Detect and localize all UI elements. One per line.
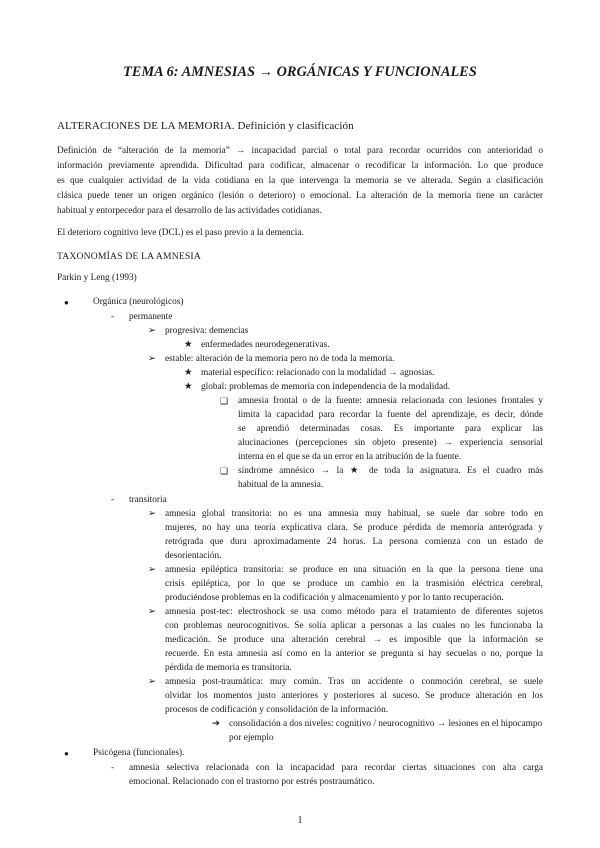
arrow-bullet-icon: ➢ — [148, 607, 156, 617]
global-item: global: problemas de memoria con independencia de la modalidad. — [201, 382, 451, 392]
star-bullet-icon: ★ — [184, 368, 193, 378]
definition-line: información previamente aprendida. Dificultad para codificar, almacenar o recodificar la información. Lo que produce — [57, 161, 543, 171]
star-bullet-icon: ★ — [184, 340, 193, 350]
definition-line: es que cualquier actividad de la vida cotidiana en la que intervenga la memoria se ve alterada. Según a clasificación — [57, 176, 543, 186]
checkbox-square-icon: ❑ — [220, 396, 229, 406]
definition-line: clásica puede tener un origen orgánico (lesión o deterioro) o emocional. La alteración de la memoria tiene un carácter — [57, 191, 543, 201]
reference-citation: Parkin y Leng (1993) — [57, 273, 137, 283]
consolidacion-line: por ejemplo — [229, 733, 274, 743]
arrow-bullet-icon: ➢ — [148, 354, 156, 364]
material-especifico-item: material específico: relacionado con la modalidad → agnosias. — [201, 368, 435, 378]
amnesia-frontal-line: alucinaciones (percepciones sin objeto presente) → experiencia sensorial — [238, 438, 543, 448]
amnesia-frontal-line: interna en el que se da un error en la atribución de la fuente. — [238, 452, 462, 462]
dash-icon: - — [111, 495, 115, 505]
amnesia-selectiva-line: emocional. Relacionado con el trastorno por estrés postraumático. — [129, 777, 375, 787]
bullet-dot-icon: ● — [64, 298, 69, 307]
epileptica-line: amnesia epiléptica transitoria: se produce en una situación en la que la persona tiene una — [165, 565, 543, 575]
amnesia-frontal-line: amnesia frontal o de la fuente: amnesia relacionada con lesiones frontales y — [238, 396, 543, 406]
small-arrow-icon: ➔ — [212, 719, 220, 729]
amnesia-frontal-line: limita la capacidad para recordar la fuente del aprendizaje, es decir, dónde — [238, 410, 543, 420]
global-transitoria-line: amnesia global transitoria: no es una amnesia muy habitual, se suele dar sobre todo en — [165, 509, 543, 519]
taxonomy-heading: TAXONOMÍAS DE LA AMNESIA — [57, 251, 201, 262]
definition-line: habitual y entorpecedor para el desarrollo de las actividades cotidianas. — [57, 206, 322, 216]
arrow-bullet-icon: ➢ — [148, 326, 156, 336]
epileptica-line: crisis epiléptica, por lo que se produce un cambio en la trasmisión eléctrica cerebral, — [165, 579, 543, 589]
posttec-line: con problemas neurocognitivos. Se solía aplicar a personas a las cuales no les funcionaba la — [165, 621, 543, 631]
psicogena-label: Psicógena (funcionales). — [93, 748, 185, 758]
posttec-line: pérdida de memoria es transitoria. — [165, 663, 292, 673]
estable-item: estable: alteración de la memoria pero no de toda la memoria. — [165, 354, 395, 364]
star-bullet-icon: ★ — [184, 382, 193, 392]
dash-icon: - — [111, 312, 115, 322]
document-title: TEMA 6: AMNESIAS → ORGÁNICAS Y FUNCIONALES — [123, 64, 477, 80]
sindrome-amnesico-line: habitual de la amnesia. — [238, 480, 324, 490]
transitoria-label: transitoria — [129, 495, 167, 505]
sindrome-amnesico-line: síndrome amnésico → la ★ de toda la asignatura. Es el cuadro más — [238, 466, 543, 476]
page-number: 1 — [297, 815, 303, 826]
arrow-bullet-icon: ➢ — [148, 565, 156, 575]
posttraumatica-line: olvidar los momentos justo anteriores y posteriores al suceso. Se produce alteración en los — [165, 691, 543, 701]
arrow-bullet-icon: ➢ — [148, 509, 156, 519]
amnesia-frontal-line: se aprendió determinadas cosas. Es importante para explicar las — [238, 424, 543, 434]
amnesia-selectiva-line: amnesia selectiva relacionada con la incapacidad para recordar ciertas situaciones con alta carga — [129, 763, 543, 773]
global-transitoria-line: retrógrada que dura aproximadamente 24 horas. La persona comienza con un estado de — [165, 537, 543, 547]
definition-line: Definición de “alteración de la memoria” → incapacidad parcial o total para recordar ocurridos con anterioridad o — [57, 146, 543, 156]
section-heading: ALTERACIONES DE LA MEMORIA. Definición y clasificación — [57, 120, 354, 132]
global-transitoria-line: desorientación. — [165, 551, 222, 561]
posttraumatica-line: procesos de codificación y consolidación de la información. — [165, 705, 389, 715]
dash-icon: - — [111, 763, 115, 773]
dcl-note: El deterioro cognitivo leve (DCL) es el paso previo a la demencia. — [57, 228, 304, 238]
consolidacion-line: consolidación a dos niveles: cognitivo / neurocognitivo → lesiones en el hipocampo — [229, 719, 543, 729]
arrow-bullet-icon: ➢ — [148, 677, 156, 687]
epileptica-line: produciéndose problemas en la codificación y almacenamiento y por lo tanto recuperación. — [165, 593, 504, 603]
progresiva-subitem: enfermedades neurodegenerativas. — [201, 340, 330, 350]
posttec-line: medicación. Se produce una alteración cerebral → es imposible que la información se — [165, 635, 543, 645]
posttraumatica-line: amnesia post-traumática: muy común. Tras un accidente o conmoción cerebral, se suele — [165, 677, 543, 687]
global-transitoria-line: mujeres, no hay una teoría explicativa clara. Se produce pérdida de memoria anterógrada y — [165, 523, 543, 533]
progresiva-item: progresiva: demencias — [165, 326, 249, 336]
checkbox-square-icon: ❑ — [220, 466, 229, 476]
bullet-dot-icon: ● — [64, 749, 69, 758]
posttec-line: recuerde. En esta amnesia así como en la anterior se pregunta si hay secuelas o no, porque la — [165, 649, 543, 659]
posttec-line: amnesia post-tec: electroshock se usa como método para el tratamiento de diferentes sujetos — [165, 607, 543, 617]
organica-label: Orgánica (neurológicos) — [93, 297, 184, 307]
permanente-label: permanente — [129, 312, 173, 322]
